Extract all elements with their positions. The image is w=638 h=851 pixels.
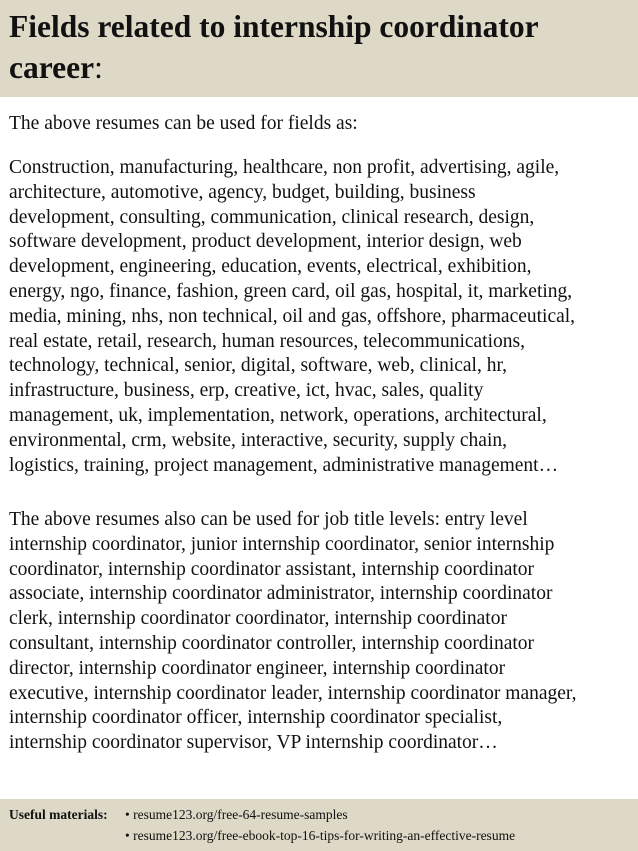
fields-line: logistics, training, project management, administrative management… bbox=[9, 454, 559, 476]
fields-line: real estate, retail, research, human resources, telecommunications, bbox=[9, 330, 525, 352]
intro-text: The above resumes can be used for fields as: bbox=[9, 113, 358, 134]
ebook-tips-link[interactable]: • resume123.org/free-ebook-top-16-tips-for-writing-an-effective-resume bbox=[125, 828, 516, 843]
useful-materials-row bbox=[9, 825, 515, 846]
job-levels-line: executive, internship coordinator leader, internship coordinator manager, bbox=[9, 682, 577, 704]
fields-line: software development, product development, interior design, web bbox=[9, 231, 522, 253]
fields-line: Construction, manufacturing, healthcare, non profit, advertising, agile, bbox=[9, 157, 560, 178]
job-levels-line: director, internship coordinator engineer, internship coordinator bbox=[9, 657, 506, 679]
job-levels-line: associate, internship coordinator administrator, internship coordinator bbox=[9, 583, 553, 605]
fields-line: energy, ngo, finance, fashion, green card, oil gas, hospital, it, marketing, bbox=[9, 280, 573, 302]
resume-samples-link[interactable]: • resume123.org/free-64-resume-samples bbox=[125, 807, 348, 822]
job-levels-line: clerk, internship coordinator coordinator, internship coordinator bbox=[9, 608, 507, 630]
fields-line: architecture, automotive, agency, budget, building, business bbox=[9, 181, 476, 203]
fields-paragraph bbox=[9, 156, 634, 478]
job-levels-line: internship coordinator supervisor, VP internship coordinator… bbox=[9, 732, 498, 754]
job-levels-line: coordinator, internship coordinator assistant, internship coordinator bbox=[9, 558, 535, 580]
job-levels-paragraph bbox=[9, 508, 634, 756]
useful-materials-label bbox=[9, 804, 125, 825]
fields-line: development, consulting, communication, clinical research, design, bbox=[9, 206, 535, 228]
fields-line: infrastructure, business, erp, creative, ict, hvac, sales, quality bbox=[9, 380, 484, 402]
useful-materials-separator: : bbox=[103, 807, 108, 822]
job-levels-line: internship coordinator officer, internship coordinator specialist, bbox=[9, 707, 503, 729]
fields-line: technology, technical, senior, digital, software, web, clinical, hr, bbox=[9, 355, 508, 377]
useful-materials bbox=[9, 804, 515, 846]
page-title-colon: : bbox=[94, 50, 103, 85]
job-levels-line: The above resumes also can be used for job title levels: entry level bbox=[9, 509, 528, 530]
page-title bbox=[9, 6, 629, 88]
job-levels-line: internship coordinator, junior internship coordinator, senior internship bbox=[9, 533, 555, 555]
job-levels-line: consultant, internship coordinator controller, internship coordinator bbox=[9, 632, 535, 654]
page-title-text: Fields related to internship coordinator career bbox=[9, 9, 539, 85]
useful-materials-label-text: Useful materials bbox=[9, 807, 104, 822]
fields-line: development, engineering, education, events, electrical, exhibition, bbox=[9, 256, 532, 278]
useful-materials-row bbox=[9, 804, 515, 825]
fields-line: environmental, crm, website, interactive, security, supply chain, bbox=[9, 429, 507, 451]
fields-line: management, uk, implementation, network, operations, architectural, bbox=[9, 404, 547, 426]
fields-line: media, mining, nhs, non technical, oil and gas, offshore, pharmaceutical, bbox=[9, 305, 576, 327]
